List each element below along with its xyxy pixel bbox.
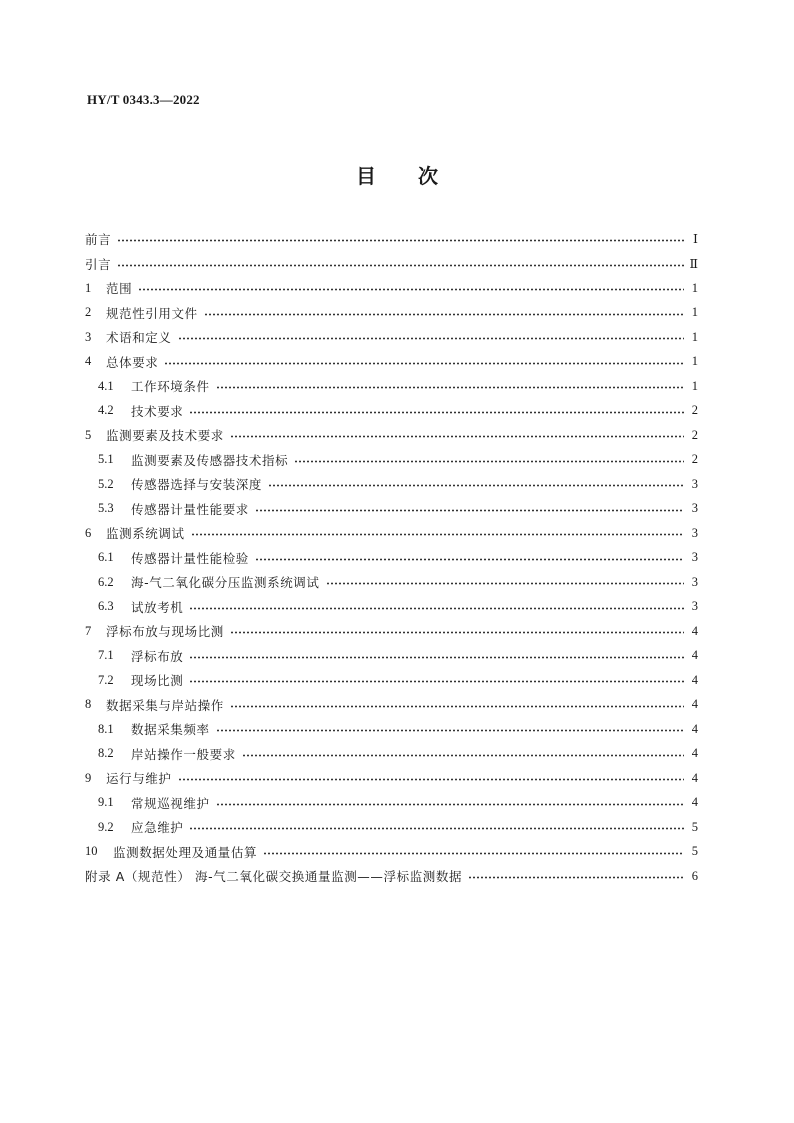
toc-leader-dots: [216, 729, 684, 732]
toc-leader-dots: [255, 558, 684, 561]
toc-leader-dots: [189, 827, 684, 830]
toc-entry-4[interactable]: [85, 350, 698, 375]
toc-entry-title: 传感器计量性能检验: [131, 550, 249, 566]
toc-entry-1[interactable]: [85, 276, 698, 301]
toc-entry-number: 9.2: [98, 819, 114, 834]
toc-entry-page: 3: [691, 550, 698, 565]
toc-entry-9-2[interactable]: [85, 815, 698, 840]
toc-leader-dots: [468, 876, 684, 879]
toc-entry-title: 应急维护: [131, 820, 184, 836]
toc-entry-title: 数据采集与岸站操作: [106, 697, 224, 713]
toc-leader-dots: [255, 509, 684, 512]
toc-leader-dots: [189, 680, 684, 683]
toc-entry-page: 3: [691, 476, 698, 491]
toc-entry-page: 1: [691, 354, 698, 369]
toc-entry-number: 7: [85, 623, 92, 638]
toc-entry-title: 传感器选择与安装深度: [131, 477, 263, 493]
toc-entry-9[interactable]: [85, 766, 698, 791]
toc-entry-introduction[interactable]: [85, 252, 698, 277]
toc-entry-8-2[interactable]: [85, 742, 698, 767]
toc-leader-dots: [294, 460, 684, 463]
toc-entry-page: 2: [691, 427, 698, 442]
toc-entry-title: 前言: [85, 232, 112, 248]
toc-entry-title: 运行与维护: [106, 771, 172, 787]
toc-leader-dots: [216, 803, 684, 806]
toc-entry-number: 8.1: [98, 721, 114, 736]
toc-entry-page: 4: [691, 721, 698, 736]
toc-entry-foreword[interactable]: [85, 227, 698, 252]
toc-entry-title: 监测要素及技术要求: [106, 428, 224, 444]
toc-entry-7-2[interactable]: [85, 668, 698, 693]
toc-entry-7-1[interactable]: [85, 644, 698, 669]
toc-leader-dots: [189, 411, 684, 414]
toc-entry-number: 8: [85, 697, 92, 712]
toc-entry-page: 4: [691, 672, 698, 687]
toc-entry-page: 1: [691, 280, 698, 295]
toc-entry-annex-a[interactable]: [85, 864, 698, 889]
toc-entry-page: 4: [691, 648, 698, 663]
toc-entry-title: 岸站操作一般要求: [131, 746, 236, 762]
toc-entry-page: 3: [691, 525, 698, 540]
toc-entry-number: 6.3: [98, 599, 114, 614]
toc-leader-dots: [268, 484, 684, 487]
toc-entry-page: 5: [691, 819, 698, 834]
toc-entry-10[interactable]: [85, 840, 698, 865]
toc-entry-5[interactable]: [85, 423, 698, 448]
toc-entry-title: 监测系统调试: [106, 526, 185, 542]
toc-entry-number: 4: [85, 354, 92, 369]
toc-entry-page: 1: [691, 378, 698, 393]
toc-entry-4-1[interactable]: [85, 374, 698, 399]
toc-heading-char-1: 目: [356, 164, 376, 188]
toc-heading-char-2: 次: [418, 164, 438, 188]
toc-leader-dots: [138, 288, 684, 291]
toc-entry-number: 9: [85, 770, 92, 785]
toc-entry-number: 2: [85, 305, 92, 320]
toc-leader-dots: [230, 631, 684, 634]
toc-entry-page: 2: [691, 452, 698, 467]
toc-entry-8-1[interactable]: [85, 717, 698, 742]
toc-entry-page: 4: [691, 795, 698, 810]
toc-leader-dots: [230, 435, 684, 438]
toc-entry-number: 5.1: [98, 452, 114, 467]
toc-entry-page: 4: [691, 623, 698, 638]
toc-leader-dots: [117, 239, 684, 242]
toc-entry-page: 1: [691, 305, 698, 320]
toc-entry-title: 工作环境条件: [131, 379, 210, 395]
toc-leader-dots: [191, 533, 684, 536]
toc-entry-number: 8.2: [98, 746, 114, 761]
toc-entry-number: 4.1: [98, 378, 114, 393]
toc-entry-2[interactable]: [85, 301, 698, 326]
toc-entry-number: 4.2: [98, 403, 114, 418]
toc-entry-title: 术语和定义: [106, 330, 172, 346]
toc-entry-title: 海-气二氧化碳分压监测系统调试: [131, 575, 320, 591]
toc-entry-7[interactable]: [85, 619, 698, 644]
toc-entry-title: 范围: [106, 281, 133, 297]
toc-entry-page: 4: [691, 770, 698, 785]
toc-entry-page: Ⅱ: [689, 256, 698, 271]
toc-leader-dots: [230, 705, 684, 708]
toc-entry-number: 10: [85, 844, 98, 859]
toc-entry-page: 4: [691, 697, 698, 712]
toc-entry-title: 数据采集频率: [131, 722, 210, 738]
toc-leader-dots: [178, 778, 684, 781]
toc-entry-title: 总体要求: [106, 354, 159, 370]
toc-leader-dots: [204, 313, 684, 316]
toc-entry-title: 传感器计量性能要求: [131, 501, 249, 517]
toc-entry-5-3[interactable]: [85, 497, 698, 522]
toc-leader-dots: [216, 386, 684, 389]
toc-entry-number: 5.3: [98, 501, 114, 516]
toc-entry-number: 7.1: [98, 648, 114, 663]
toc-list: [85, 227, 698, 889]
toc-entry-3[interactable]: [85, 325, 698, 350]
toc-leader-dots: [189, 656, 684, 659]
toc-entry-5-1[interactable]: [85, 448, 698, 473]
toc-entry-number: 1: [85, 280, 92, 295]
toc-entry-title: 浮标布放: [131, 648, 184, 664]
toc-entry-6-1[interactable]: [85, 546, 698, 571]
toc-entry-6-2[interactable]: [85, 570, 698, 595]
toc-entry-page: 3: [691, 599, 698, 614]
toc-entry-title: 现场比测: [131, 673, 184, 689]
toc-entry-number: 6.1: [98, 550, 114, 565]
toc-entry-number: 9.1: [98, 795, 114, 810]
toc-entry-title: 规范性引用文件: [106, 305, 198, 321]
toc-entry-number: 7.2: [98, 672, 114, 687]
toc-entry-page: 1: [691, 329, 698, 344]
toc-leader-dots: [242, 754, 684, 757]
toc-entry-page: 2: [691, 403, 698, 418]
toc-entry-number: 5: [85, 427, 92, 442]
toc-leader-dots: [164, 362, 684, 365]
toc-leader-dots: [263, 852, 684, 855]
toc-entry-title: 常规巡视维护: [131, 795, 210, 811]
toc-entry-page: 3: [691, 501, 698, 516]
toc-entry-8[interactable]: [85, 693, 698, 718]
toc-leader-dots: [117, 264, 683, 267]
toc-entry-number: 6: [85, 525, 92, 540]
toc-entry-title: 技术要求: [131, 403, 184, 419]
toc-entry-number: 6.2: [98, 574, 114, 589]
toc-entry-title: 监测数据处理及通量估算: [113, 844, 258, 860]
toc-entry-title: 引言: [85, 256, 112, 272]
toc-entry-number: 5.2: [98, 476, 114, 491]
toc-entry-4-2[interactable]: [85, 399, 698, 424]
toc-leader-dots: [178, 337, 684, 340]
toc-entry-title: 监测要素及传感器技术指标: [131, 452, 289, 468]
toc-leader-dots: [326, 582, 684, 585]
toc-entry-6-3[interactable]: [85, 595, 698, 620]
toc-entry-page: 4: [691, 746, 698, 761]
toc-entry-page: 6: [691, 868, 698, 883]
toc-entry-5-2[interactable]: [85, 472, 698, 497]
toc-entry-page: 5: [691, 844, 698, 859]
toc-entry-title: 附录 A（规范性） 海-气二氧化碳交换通量监测——浮标监测数据: [85, 869, 463, 885]
toc-leader-dots: [189, 607, 684, 610]
toc-entry-title: 浮标布放与现场比测: [106, 624, 224, 640]
standard-number: HY/T 0343.3—2022: [87, 92, 200, 107]
toc-heading: [0, 160, 794, 189]
toc-entry-9-1[interactable]: [85, 791, 698, 816]
toc-entry-page: Ⅰ: [693, 232, 698, 247]
toc-entry-6[interactable]: [85, 521, 698, 546]
toc-entry-number: 3: [85, 329, 92, 344]
toc-entry-title: 试放考机: [131, 599, 184, 615]
toc-entry-page: 3: [691, 574, 698, 589]
